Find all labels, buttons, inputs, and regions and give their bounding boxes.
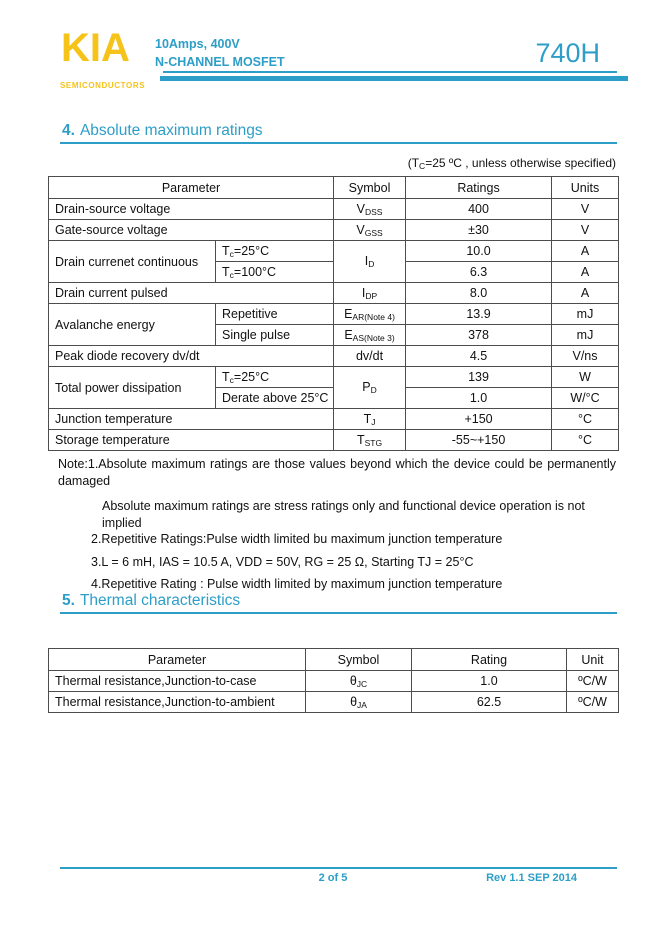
symbol-main: T xyxy=(222,264,230,279)
kia-logo: KIA xyxy=(61,26,130,70)
rating-cell: 378 xyxy=(406,325,552,346)
thermal-table xyxy=(48,648,619,713)
symbol-main: E xyxy=(344,327,353,342)
symbol-cell xyxy=(306,671,412,692)
logo-subtext: SEMICONDUCTORS xyxy=(60,81,146,90)
header-rule-thin xyxy=(163,71,617,73)
parameter-cell: Total power dissipation xyxy=(49,367,216,409)
symbol-post: =25°C xyxy=(233,243,270,258)
page-number: 2 of 5 xyxy=(318,872,348,884)
rating-cell: 1.0 xyxy=(406,388,552,409)
note-line: Note:1.Absolute maximum ratings are those values beyond which the device could be permanently xyxy=(58,457,616,471)
unit-cell: W/°C xyxy=(552,388,619,409)
condition-note xyxy=(300,156,616,171)
symbol-cell xyxy=(334,346,406,367)
unit-cell: °C xyxy=(552,409,619,430)
table-row xyxy=(49,220,619,241)
table-row xyxy=(49,692,619,713)
abs-max-notes xyxy=(58,456,616,593)
abs-max-table-body xyxy=(49,199,619,451)
condition-cell xyxy=(216,241,334,262)
rating-cell: 13.9 xyxy=(406,304,552,325)
column-header: Units xyxy=(552,177,619,199)
thermal-table-body xyxy=(49,671,619,713)
symbol-subscript: J xyxy=(371,416,376,427)
symbol-cell xyxy=(334,304,406,325)
section4-title-text: Absolute maximum ratings xyxy=(79,122,263,139)
unit-cell: ºC/W xyxy=(567,692,619,713)
part-number: 740H xyxy=(535,38,600,68)
symbol-main: I xyxy=(364,254,369,268)
column-header: Symbol xyxy=(334,177,406,199)
table-row xyxy=(49,409,619,430)
column-header: Symbol xyxy=(306,649,412,671)
column-header: Parameter xyxy=(49,177,334,199)
symbol-subscript: c xyxy=(229,248,234,259)
rating-cell: 10.0 xyxy=(406,241,552,262)
symbol-subscript: c xyxy=(229,374,234,385)
condition-cell xyxy=(216,304,334,325)
symbol-cell xyxy=(334,325,406,346)
abs-max-table-head-row xyxy=(49,177,619,199)
symbol-subscript: JA xyxy=(357,699,367,710)
condition-note-pre: (T xyxy=(407,156,420,170)
note-line: 2.Repetitive Ratings:Pulse width limited bu maximum junction temperature xyxy=(91,532,503,546)
rating-cell: 6.3 xyxy=(406,262,552,283)
thermal-table-head-row xyxy=(49,649,619,671)
symbol-cell xyxy=(334,199,406,220)
section5-number: 5. xyxy=(62,592,75,609)
condition-cell xyxy=(216,367,334,388)
section5-underline xyxy=(60,612,617,614)
unit-cell: V xyxy=(552,199,619,220)
rating-cell: 8.0 xyxy=(406,283,552,304)
rating-cell: 139 xyxy=(406,367,552,388)
table-row xyxy=(49,199,619,220)
section4-underline xyxy=(60,142,617,144)
symbol-main: θ xyxy=(350,694,358,709)
symbol-subscript: DSS xyxy=(364,206,383,217)
symbol-main: I xyxy=(361,285,366,300)
parameter-cell: Avalanche energy xyxy=(49,304,216,346)
parameter-cell: Gate-source voltage xyxy=(49,220,334,241)
table-row xyxy=(49,241,619,262)
table-row xyxy=(49,367,619,388)
section5-title-text: Thermal characteristics xyxy=(79,592,241,609)
product-subtitle xyxy=(155,35,285,71)
rating-cell: ±30 xyxy=(406,220,552,241)
symbol-subscript: AS(Note 3) xyxy=(352,332,395,343)
condition-cell xyxy=(216,262,334,283)
parameter-cell: Junction temperature xyxy=(49,409,334,430)
revision-label: Rev 1.1 SEP 2014 xyxy=(486,872,577,884)
symbol-post: =100°C xyxy=(233,264,277,279)
symbol-cell xyxy=(334,367,406,409)
symbol-main: T xyxy=(363,411,372,426)
unit-cell: ºC/W xyxy=(567,671,619,692)
rating-cell: -55~+150 xyxy=(406,430,552,451)
section4-number: 4. xyxy=(62,122,75,139)
symbol-cell xyxy=(334,220,406,241)
unit-cell: mJ xyxy=(552,325,619,346)
table-row xyxy=(49,283,619,304)
symbol-post: Single pulse xyxy=(222,328,291,342)
symbol-subscript: DP xyxy=(365,290,378,301)
symbol-main: T xyxy=(356,432,365,447)
symbol-subscript: STG xyxy=(364,437,383,448)
abs-max-table xyxy=(48,176,619,451)
section4-title xyxy=(62,122,263,140)
condition-note-post: =25 ºC , unless otherwise specified) xyxy=(425,156,616,170)
note-line: damaged xyxy=(58,473,111,488)
column-header: Ratings xyxy=(406,177,552,199)
footer-rule xyxy=(60,867,617,869)
parameter-cell: Thermal resistance,Junction-to-ambient xyxy=(49,692,306,713)
table-row xyxy=(49,671,619,692)
unit-cell: W xyxy=(552,367,619,388)
note-line: 4.Repetitive Rating : Pulse width limited by maximum junction temperature xyxy=(91,577,503,591)
symbol-cell xyxy=(334,409,406,430)
parameter-cell: Storage temperature xyxy=(49,430,334,451)
symbol-main: T xyxy=(222,243,230,258)
symbol-cell xyxy=(306,692,412,713)
parameter-cell: Peak diode recovery dv/dt xyxy=(49,346,334,367)
symbol-main: P xyxy=(362,380,371,394)
symbol-post: =25°C xyxy=(233,369,270,384)
symbol-cell xyxy=(334,283,406,304)
symbol-subscript: D xyxy=(370,385,377,395)
symbol-subscript: GSS xyxy=(364,227,383,238)
symbol-main: E xyxy=(344,306,353,321)
symbol-subscript: c xyxy=(229,269,234,280)
rating-cell: 400 xyxy=(406,199,552,220)
header-rule-thick xyxy=(160,76,628,81)
parameter-cell: Drain currenet continuous xyxy=(49,241,216,283)
symbol-cell xyxy=(334,241,406,283)
symbol-main: θ xyxy=(349,673,357,688)
note-line: Absolute maximum ratings are stress ratings only and functional device operation is not implied xyxy=(102,499,585,530)
symbol-post: Derate above 25°C xyxy=(222,391,329,405)
section5-title xyxy=(62,592,240,610)
symbol-post: Repetitive xyxy=(222,307,278,321)
symbol-main: V xyxy=(356,222,365,237)
parameter-cell: Drain-source voltage xyxy=(49,199,334,220)
unit-cell: A xyxy=(552,262,619,283)
unit-cell: A xyxy=(552,241,619,262)
unit-cell: A xyxy=(552,283,619,304)
parameter-cell: Drain current pulsed xyxy=(49,283,334,304)
rating-cell: +150 xyxy=(406,409,552,430)
unit-cell: mJ xyxy=(552,304,619,325)
symbol-subscript: AR(Note 4) xyxy=(352,311,395,322)
unit-cell: V xyxy=(552,220,619,241)
column-header: Rating xyxy=(412,649,567,671)
condition-note-sub: C xyxy=(419,161,426,171)
column-header: Parameter xyxy=(49,649,306,671)
symbol-main: dv/dt xyxy=(355,349,384,363)
column-header: Unit xyxy=(567,649,619,671)
rating-cell: 4.5 xyxy=(406,346,552,367)
symbol-cell xyxy=(334,430,406,451)
condition-cell xyxy=(216,388,334,409)
symbol-main: T xyxy=(222,369,230,384)
table-row xyxy=(49,430,619,451)
unit-cell: °C xyxy=(552,430,619,451)
product-subtitle-line2: N-CHANNEL MOSFET xyxy=(155,55,285,69)
parameter-cell: Thermal resistance,Junction-to-case xyxy=(49,671,306,692)
symbol-subscript: D xyxy=(368,259,375,269)
symbol-subscript: JC xyxy=(356,678,368,689)
note-line: 3.L = 6 mH, IAS = 10.5 A, VDD = 50V, RG = 25 Ω, Starting TJ = 25°C xyxy=(91,554,474,569)
rating-cell: 62.5 xyxy=(412,692,567,713)
table-row xyxy=(49,346,619,367)
table-row xyxy=(49,304,619,325)
condition-cell xyxy=(216,325,334,346)
product-subtitle-line1: 10Amps, 400V xyxy=(155,37,240,51)
unit-cell: V/ns xyxy=(552,346,619,367)
symbol-main: V xyxy=(356,201,365,216)
rating-cell: 1.0 xyxy=(412,671,567,692)
